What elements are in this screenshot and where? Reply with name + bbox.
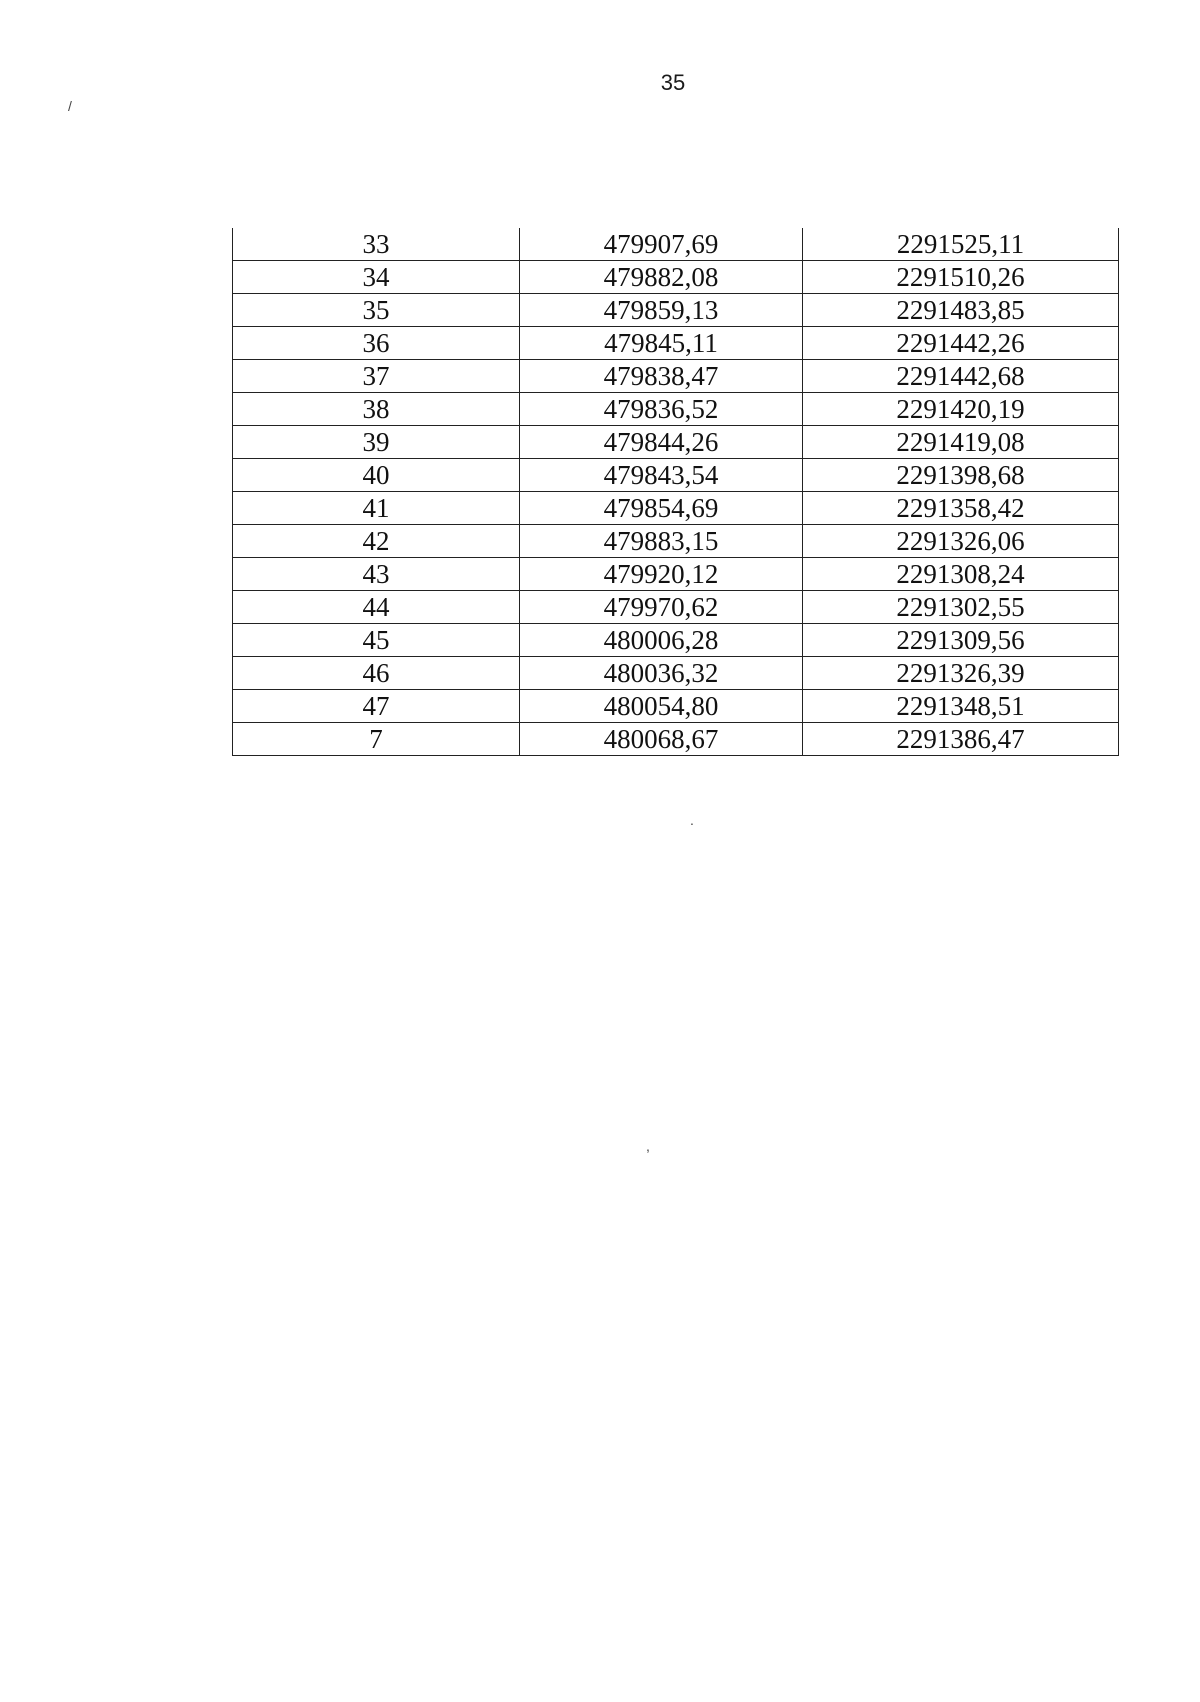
y-coordinate-cell: 2291442,68: [803, 360, 1119, 393]
y-coordinate-cell: 2291442,26: [803, 327, 1119, 360]
y-coordinate-cell: 2291308,24: [803, 558, 1119, 591]
table-row: [233, 624, 1119, 657]
point-number-cell: 35: [233, 294, 520, 327]
point-number-cell: 39: [233, 426, 520, 459]
point-number-cell: 37: [233, 360, 520, 393]
y-coordinate-cell: 2291326,06: [803, 525, 1119, 558]
y-coordinate-cell: 2291398,68: [803, 459, 1119, 492]
x-coordinate-cell: 479920,12: [520, 558, 803, 591]
x-coordinate-cell: 480006,28: [520, 624, 803, 657]
point-number-cell: 47: [233, 690, 520, 723]
table-row: [233, 327, 1119, 360]
x-coordinate-cell: 479970,62: [520, 591, 803, 624]
y-coordinate-cell: 2291419,08: [803, 426, 1119, 459]
point-number-cell: 41: [233, 492, 520, 525]
x-coordinate-cell: 479907,69: [520, 228, 803, 261]
y-coordinate-cell: 2291525,11: [803, 228, 1119, 261]
table-row: [233, 690, 1119, 723]
y-coordinate-cell: 2291510,26: [803, 261, 1119, 294]
y-coordinate-cell: 2291386,47: [803, 723, 1119, 756]
table-row: [233, 558, 1119, 591]
table-row: [233, 525, 1119, 558]
y-coordinate-cell: 2291358,42: [803, 492, 1119, 525]
y-coordinate-cell: 2291420,19: [803, 393, 1119, 426]
x-coordinate-cell: 479854,69: [520, 492, 803, 525]
point-number-cell: 44: [233, 591, 520, 624]
x-coordinate-cell: 480054,80: [520, 690, 803, 723]
x-coordinate-cell: 480068,67: [520, 723, 803, 756]
x-coordinate-cell: 479859,13: [520, 294, 803, 327]
x-coordinate-cell: 479883,15: [520, 525, 803, 558]
page-number: 35: [660, 70, 686, 95]
table-row: [233, 393, 1119, 426]
table-row: [233, 591, 1119, 624]
table-row: [233, 360, 1119, 393]
y-coordinate-cell: 2291309,56: [803, 624, 1119, 657]
table-row: [233, 426, 1119, 459]
x-coordinate-cell: 479843,54: [520, 459, 803, 492]
table-row: [233, 657, 1119, 690]
table-row: [233, 459, 1119, 492]
point-number-cell: 34: [233, 261, 520, 294]
coordinates-table: [232, 228, 1119, 756]
point-number-cell: 36: [233, 327, 520, 360]
point-number-cell: 40: [233, 459, 520, 492]
x-coordinate-cell: 480036,32: [520, 657, 803, 690]
x-coordinate-cell: 479844,26: [520, 426, 803, 459]
coordinates-table-body: [233, 228, 1119, 756]
table-row: [233, 261, 1119, 294]
point-number-cell: 46: [233, 657, 520, 690]
x-coordinate-cell: 479845,11: [520, 327, 803, 360]
x-coordinate-cell: 479838,47: [520, 360, 803, 393]
table-row: [233, 492, 1119, 525]
point-number-cell: 43: [233, 558, 520, 591]
point-number-cell: 42: [233, 525, 520, 558]
y-coordinate-cell: 2291326,39: [803, 657, 1119, 690]
point-number-cell: 38: [233, 393, 520, 426]
scan-mark: /: [68, 98, 72, 114]
point-number-cell: 45: [233, 624, 520, 657]
point-number-cell: 7: [233, 723, 520, 756]
x-coordinate-cell: 479882,08: [520, 261, 803, 294]
table-row: [233, 294, 1119, 327]
x-coordinate-cell: 479836,52: [520, 393, 803, 426]
point-number-cell: 33: [233, 228, 520, 261]
table-row: [233, 228, 1119, 261]
y-coordinate-cell: 2291483,85: [803, 294, 1119, 327]
scan-mark: .: [690, 812, 694, 828]
scan-mark: ,: [646, 1138, 650, 1154]
y-coordinate-cell: 2291302,55: [803, 591, 1119, 624]
table-row: [233, 723, 1119, 756]
y-coordinate-cell: 2291348,51: [803, 690, 1119, 723]
